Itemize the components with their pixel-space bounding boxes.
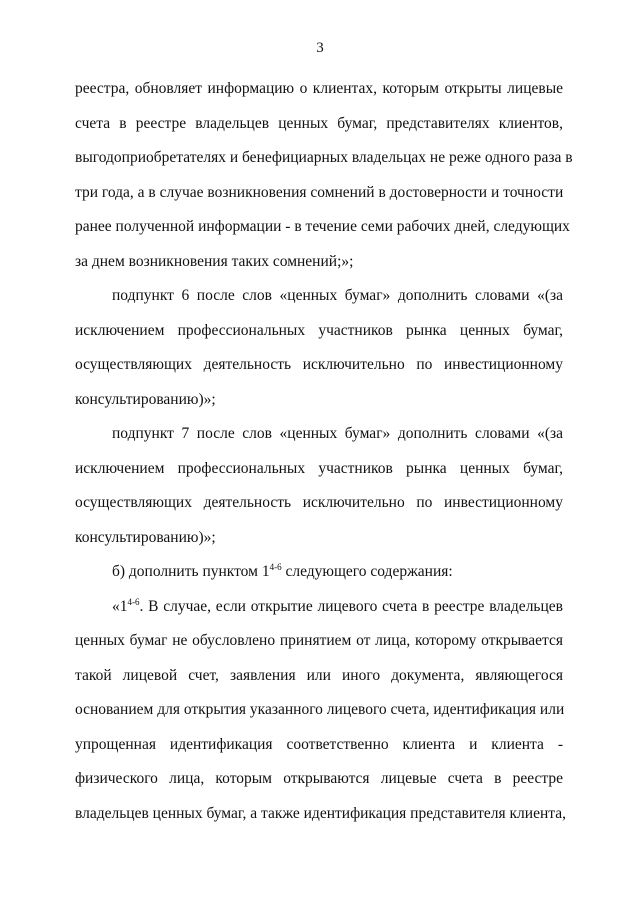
text-line: ценных бумаг не обусловлено принятием от лица, которому открывается bbox=[75, 632, 563, 649]
text-line: ранее полученной информации - в течение семи рабочих дней, следующих bbox=[75, 218, 570, 235]
text-line: физического лица, которым открываются лицевые счета в реестре bbox=[75, 770, 563, 787]
text-line: три года, а в случае возникновения сомнений в достоверности и точности bbox=[75, 183, 564, 201]
text-line: подпункт 7 после слов «ценных бумаг» дополнить словами «(за bbox=[112, 425, 563, 442]
text-line: исключением профессиональных участников рынка ценных бумаг, bbox=[75, 321, 563, 339]
superscript: 4-6 bbox=[269, 562, 282, 572]
text-line: за днем возникновения таких сомнений;»; bbox=[75, 252, 354, 270]
text-line: реестра, обновляет информацию о клиентах, которым открыты лицевые bbox=[75, 80, 563, 97]
text-fragment: следующего содержания: bbox=[281, 563, 453, 580]
superscript: 4-6 bbox=[127, 596, 140, 607]
text-line: подпункт 6 после слов «ценных бумаг» дополнить словами «(за bbox=[112, 287, 563, 304]
text-fragment: . В случае, если открытие лицевого счета в реестре владельцев bbox=[139, 597, 563, 615]
text-line: упрощенная идентификация соответственно клиента и клиента - bbox=[75, 735, 563, 753]
text-line: исключением профессиональных участников рынка ценных бумаг, bbox=[75, 459, 563, 477]
text-line: консультированию)»; bbox=[75, 390, 216, 408]
text-line: консультированию)»; bbox=[75, 528, 216, 546]
text-line: выгодоприобретателях и бенефициарных владельцах не реже одного раза в bbox=[75, 149, 573, 166]
text-line bbox=[75, 555, 563, 590]
text-line: владельцев ценных бумаг, а также идентификация представителя клиента, bbox=[75, 804, 566, 822]
text-line: такой лицевой счет, заявления или иного документа, являющегося bbox=[75, 666, 563, 684]
text-line: осуществляющих деятельность исключительно по инвестиционному bbox=[75, 494, 563, 511]
document-body bbox=[75, 72, 573, 831]
text-fragment: б) дополнить пунктом 1 bbox=[112, 563, 270, 580]
text-fragment: «1 bbox=[112, 597, 128, 615]
text-line: основанием для открытия указанного лицевого счета, идентификация или bbox=[75, 701, 565, 718]
text-line bbox=[75, 590, 563, 625]
text-line: осуществляющих деятельность исключительно по инвестиционному bbox=[75, 356, 563, 373]
page-number: 3 bbox=[316, 40, 324, 56]
text-line: счета в реестре владельцев ценных бумаг, представителях клиентов, bbox=[75, 114, 563, 132]
